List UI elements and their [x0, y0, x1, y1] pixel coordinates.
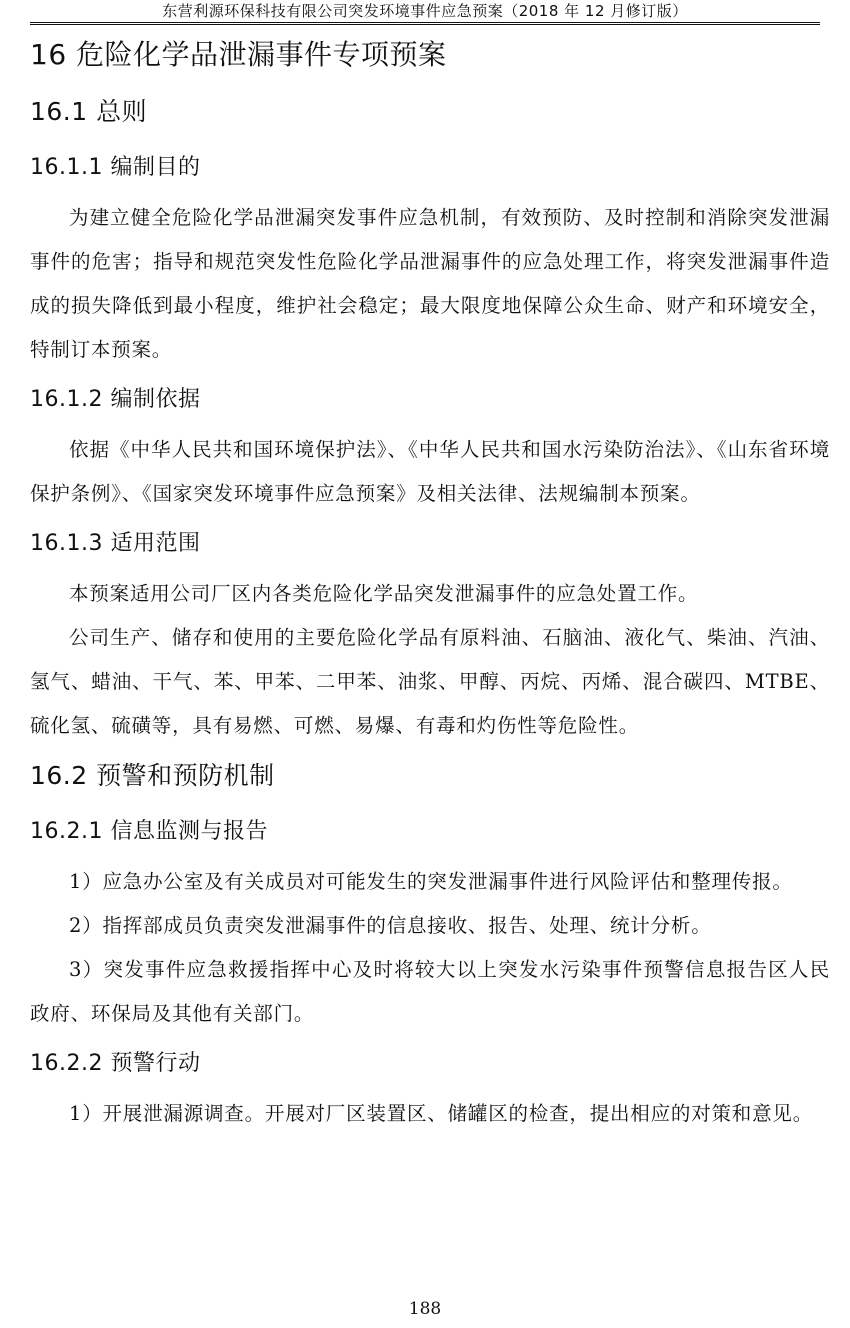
document-body	[30, 26, 830, 1136]
subsection-heading-warning-action: 16.2.2 预警行动	[30, 1051, 201, 1076]
paragraph-monitoring-1: 1）应急办公室及有关成员对可能发生的突发泄漏事件进行风险评估和整理传报。	[69, 870, 793, 893]
paragraph-scope-1: 本预案适用公司厂区内各类危险化学品突发泄漏事件的应急处置工作。	[69, 582, 699, 605]
subsection-heading-scope: 16.1.3 适用范围	[30, 531, 201, 556]
section-heading-warning: 16.2 预警和预防机制	[30, 761, 275, 790]
subsection-heading-purpose: 16.1.1 编制目的	[30, 155, 201, 180]
page-header: 东营利源环保科技有限公司突发环境事件应急预案（2018 年 12 月修订版）	[30, 0, 820, 25]
paragraph-purpose: 为建立健全危险化学品泄漏突发事件应急机制，有效预防、及时控制和消除突发泄漏事件的危害；指导和规范突发性危险化学品泄漏事件的应急处理工作，将突发泄漏事件造成的损失降低到最小程度，维护社会稳定；最大限度地保障公众生命、财产和环境安全，特制订本预案。	[30, 206, 830, 361]
paragraph-monitoring-3: 3）突发事件应急救援指挥中心及时将较大以上突发水污染事件预警信息报告区人民政府、环保局及其他有关部门。	[30, 958, 830, 1025]
subsection-heading-basis: 16.1.2 编制依据	[30, 387, 201, 412]
section-heading-general: 16.1 总则	[30, 97, 148, 126]
page-number: 188	[408, 1299, 442, 1319]
subsection-heading-monitoring: 16.2.1 信息监测与报告	[30, 819, 268, 844]
paragraph-scope-2: 公司生产、储存和使用的主要危险化学品有原料油、石脑油、液化气、柴油、汽油、氢气、蜡油、干气、苯、甲苯、二甲苯、油浆、甲醇、丙烷、丙烯、混合碳四、MTBE、硫化氢、硫磺等，具有易燃、可燃、易爆、有毒和灼伤性等危险性。	[30, 626, 830, 737]
paragraph-monitoring-2: 2）指挥部成员负责突发泄漏事件的信息接收、报告、处理、统计分析。	[69, 914, 712, 937]
chapter-title: 16 危险化学品泄漏事件专项预案	[30, 38, 447, 71]
paragraph-warning-action-1: 1）开展泄漏源调查。开展对厂区装置区、储罐区的检查，提出相应的对策和意见。	[69, 1102, 814, 1125]
paragraph-basis: 依据《中华人民共和国环境保护法》、《中华人民共和国水污染防治法》、《山东省环境保护条例》、《国家突发环境事件应急预案》及相关法律、法规编制本预案。	[30, 438, 830, 505]
